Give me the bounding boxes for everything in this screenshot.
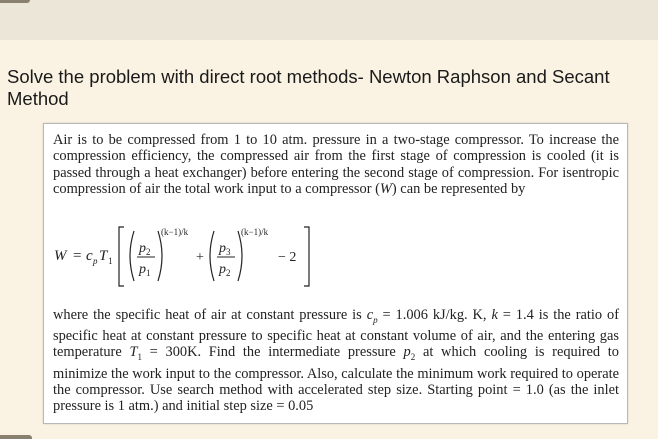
top-header-bar [0, 0, 658, 40]
equation-plus: + [196, 250, 204, 265]
frac1-numerator-subscript: 2 [146, 247, 151, 257]
equation-lhs: W [54, 248, 67, 264]
frac1-denominator-subscript: 1 [146, 268, 151, 278]
frac2-paren-left [210, 231, 214, 281]
outer-bracket-left [119, 227, 124, 286]
frac2-numerator: p [219, 241, 226, 256]
frac2-paren-right [238, 231, 242, 281]
coefficient-cp: c [86, 248, 93, 264]
frac2-exponent: (k−1)/k [241, 227, 269, 237]
problem-image [43, 123, 628, 424]
problem-intro-paragraph: Air is to be compressed from 1 to 10 atm. pressure in a two-stage compressor. To increase the compression efficiency, the compressed air from the first stage of compression is cooled (it is passed through a heat exchanger) before entering the second stage of compression. For isentropic compression of air the total work input to a compressor (W) can be represented by [53, 132, 619, 197]
question-title: Solve the problem with direct root methods- Newton Raphson and Secant Method [7, 66, 610, 109]
frac2-denominator-subscript: 2 [226, 268, 231, 278]
frac1-denominator: p [139, 262, 146, 277]
equation-minus-two: − 2 [278, 250, 297, 265]
top-notch-decoration [0, 0, 30, 3]
frac1-numerator: p [139, 241, 146, 256]
frac2-denominator: p [219, 262, 226, 277]
coefficient-t1-subscript: 1 [108, 256, 113, 266]
equation-equals: = [73, 248, 82, 264]
bottom-notch-decoration [0, 435, 32, 439]
coefficient-t1: T [99, 248, 108, 264]
work-equation [44, 124, 629, 304]
coefficient-cp-subscript: p [93, 256, 98, 266]
frac1-exponent: (k−1)/k [161, 227, 189, 237]
frac1-paren-left [130, 231, 134, 281]
outer-bracket-right [304, 227, 309, 286]
problem-details-paragraph: where the specific heat of air at constant pressure is $c_p = 1.006$ kJ/kg. K, k = 1.4 is the ratio of specific heat at constant pressure to specific heat at constant volume of air, and the entering gas temperature $T_1 = 300K$. Find the intermediate pressure $p_2$ at which cooling is required to minimize the work input to the compressor. Also, calculate the minimum work required to operate the compressor. Use search method with accelerated step size. Starting point = 1.0 (as the inlet pressure is 1 atm.) and initial step size = 0.05 [53, 307, 620, 415]
frac2-numerator-subscript: 3 [226, 247, 231, 257]
frac1-paren-right [158, 231, 162, 281]
